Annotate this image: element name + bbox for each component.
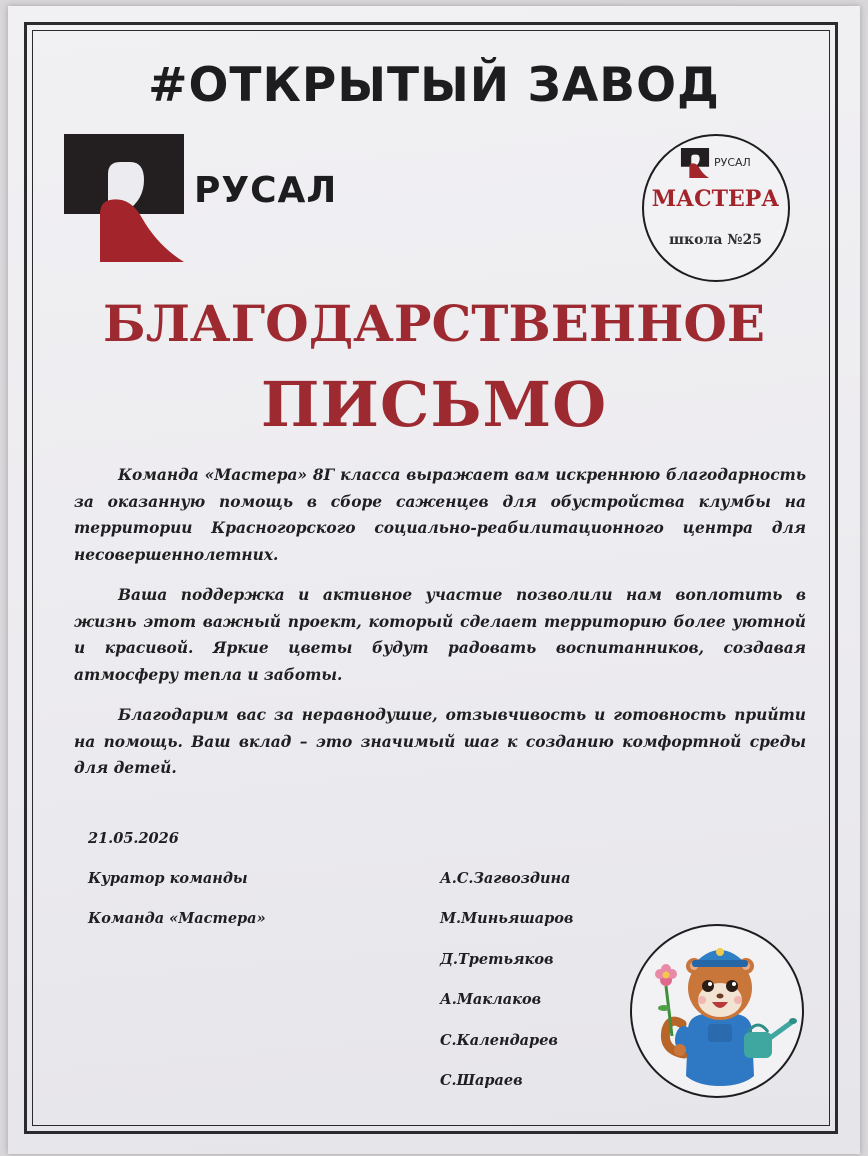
rusal-logo-icon [64,134,184,262]
signature-name: А.Маклаков [440,991,542,1009]
body-paragraph: Благодарим вас за неравнодушие, отзывчивость и готовность прийти на помощь. Ваш вклад – это значимый шаг к созданию комфортной среды для детей. [74,706,806,777]
signature-name: С.Календарев [440,1031,558,1049]
letter-date: 21.05.2026 [88,830,179,847]
letter-title-line-1: БЛАГОДАРСТВЕННОЕ [102,294,766,353]
badge-school: школа №25 [668,232,762,248]
letter-body [74,462,806,796]
signature-name: А.С.Загвоздина [440,870,571,887]
open-factory-headline: #ОТКРЫТЫЙ ЗАВОД [148,58,720,113]
masters-badge [642,134,790,282]
signature-name: С.Шараев [440,1071,523,1089]
signature-name: Д.Третьяков [440,950,554,968]
hamster-gardener-mascot-icon [632,926,802,1096]
team-label: Команда «Мастера» [88,910,266,927]
badge-title: МАСТЕРА [651,186,780,212]
signature-name: М.Миньяшаров [440,910,574,928]
rusal-logo-name: РУСАЛ [194,170,338,211]
certificate-page [8,6,860,1154]
letter-title-line-2: ПИСЬМО [260,368,608,441]
badge-brand: РУСАЛ [714,156,751,169]
mascot-badge [630,924,804,1098]
body-paragraph: Команда «Мастера» 8Г класса выражает вам искреннюю благодарность за оказанную помощь в сборе саженцев для обустройства клумбы на территории Красногорского социально-реабилитационного центра для несовершеннолетних. [74,466,806,564]
rusal-badge-logo-icon [680,148,710,178]
signature-names [440,870,573,1112]
body-paragraph: Ваша поддержка и активное участие позволили нам воплотить в жизнь этот важный проект, который сделает территорию более уютной и красивой. Яркие цветы будут радовать воспитанников, создавая атмосферу тепла и заботы. [74,586,806,684]
curator-label: Куратор команды [88,870,248,887]
